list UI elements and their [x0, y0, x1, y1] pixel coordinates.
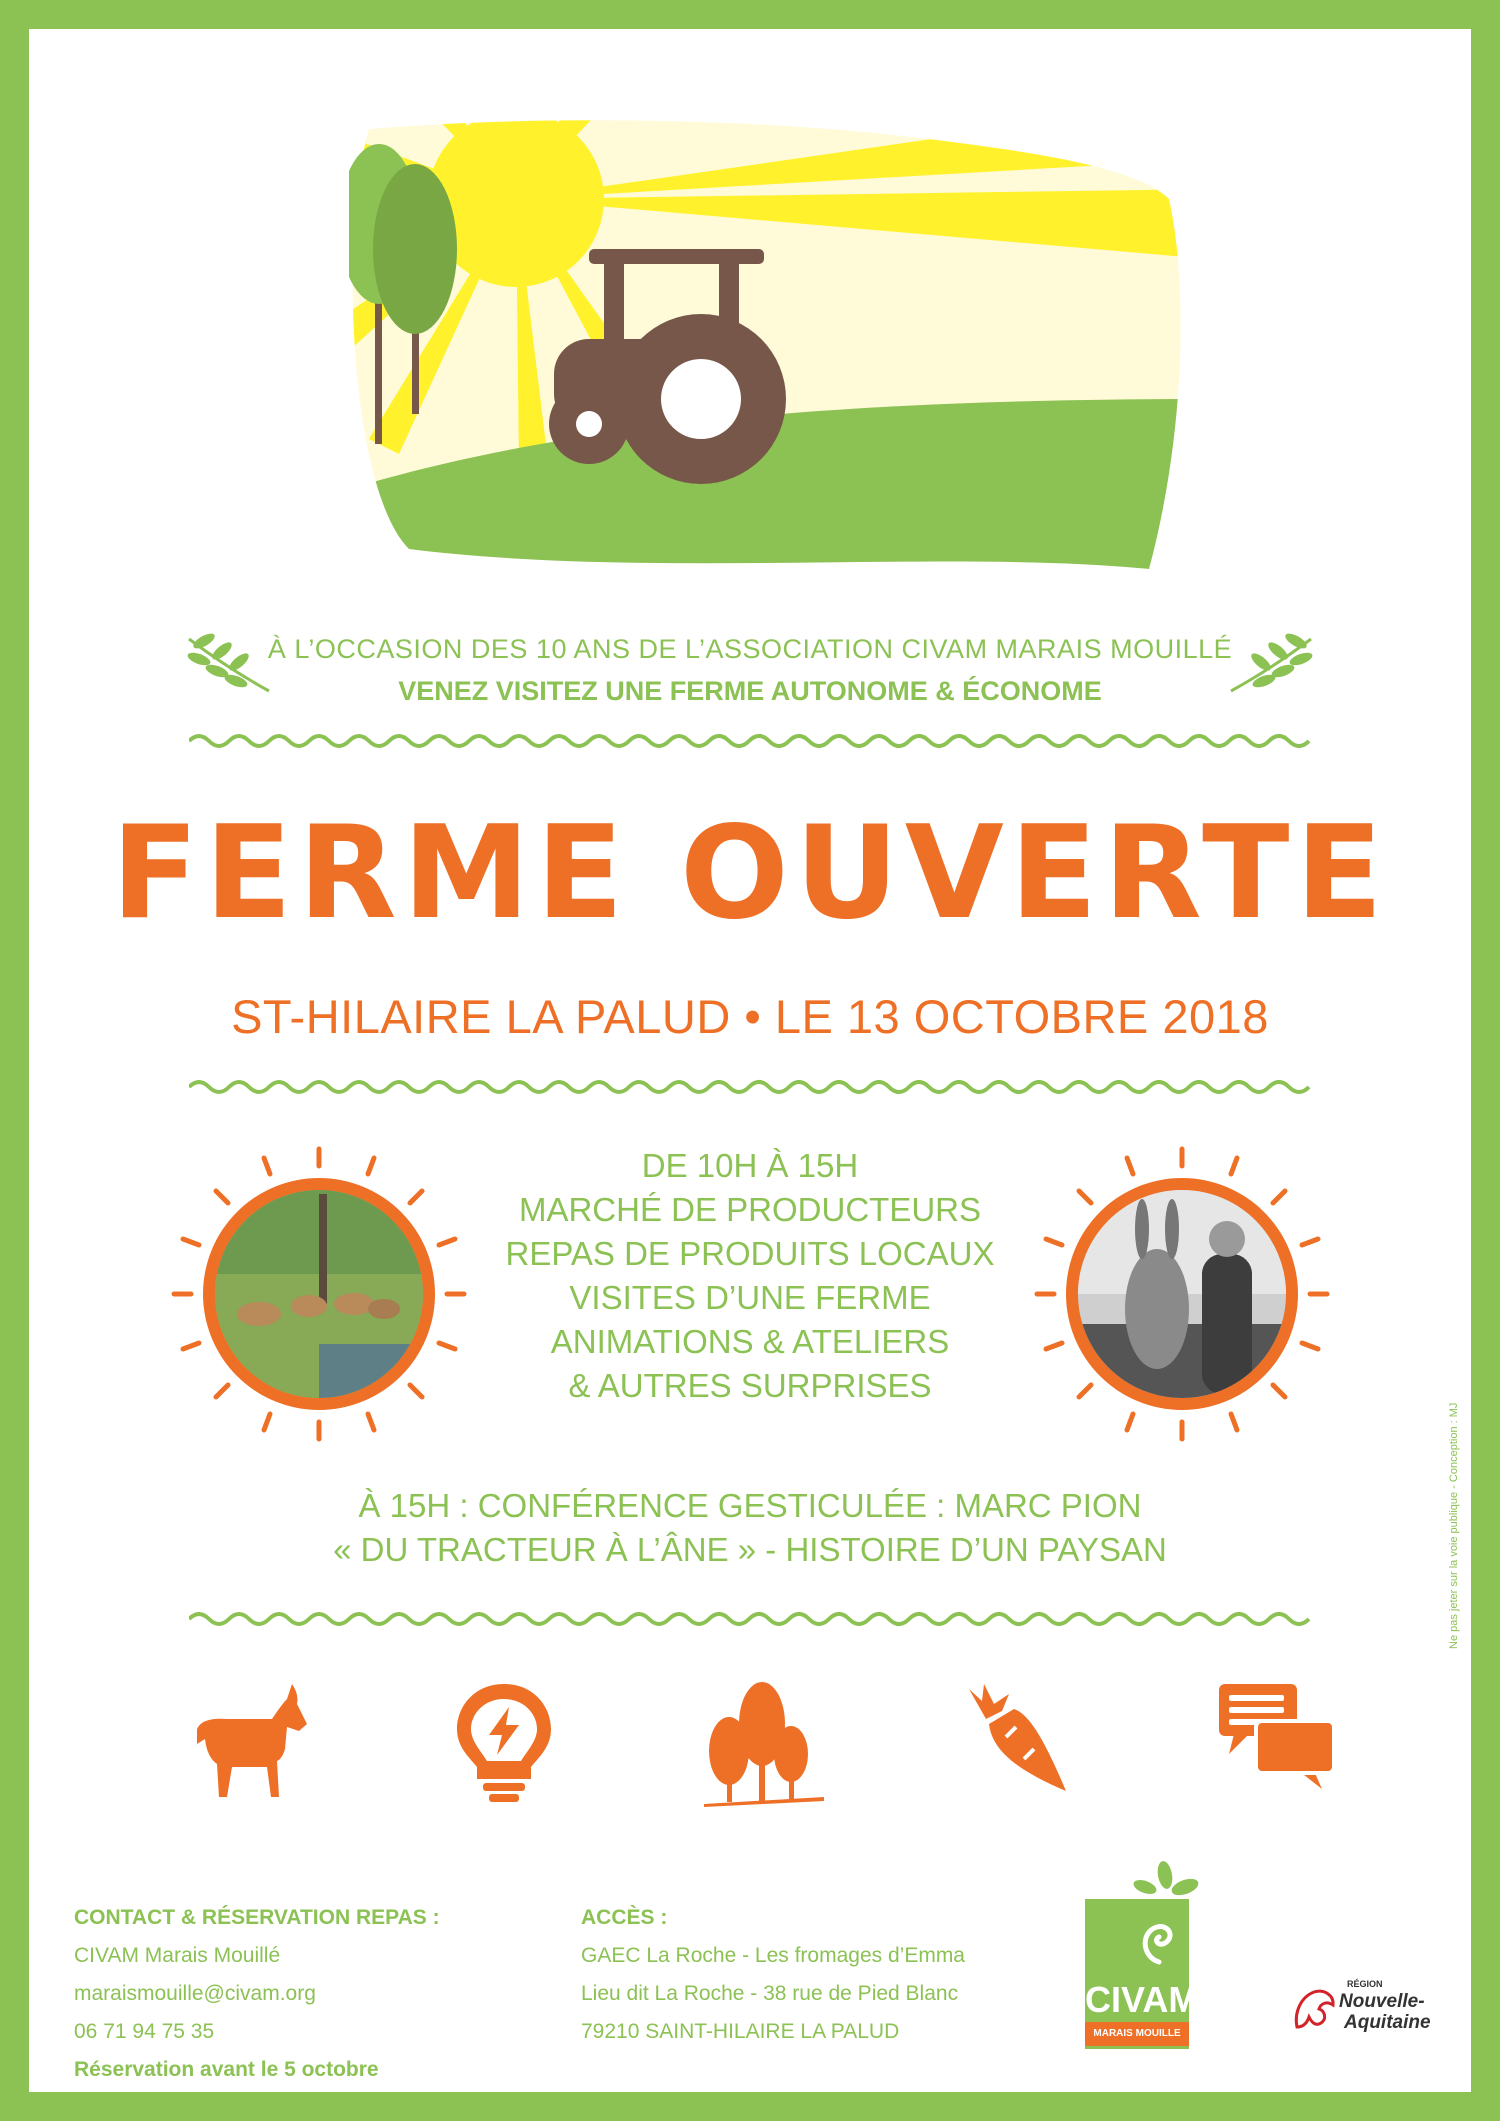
reservation-note: Réservation avant le 5 octobre	[74, 2058, 379, 2081]
civam-swirl-icon	[1137, 1907, 1181, 1967]
lion-icon	[1289, 1977, 1339, 2037]
goat-icon	[187, 1679, 312, 1804]
conference-line: À 15H : CONFÉRENCE GESTICULÉE : MARC PION	[358, 1487, 1142, 1524]
program-item: & AUTRES SURPRISES	[568, 1367, 932, 1404]
region-name-2: Aquitaine	[1344, 2012, 1431, 2033]
civam-logo-text: CIVAM	[1085, 1979, 1199, 2020]
contact-heading: CONTACT & RÉSERVATION REPAS :	[74, 1906, 440, 1929]
contact-block	[74, 1899, 494, 2089]
civam-logo	[1085, 1899, 1199, 2049]
region-name-1: Nouvelle-	[1339, 1991, 1425, 2012]
page-title: FERME OUVERTE	[111, 799, 1389, 948]
poster	[29, 29, 1471, 2092]
carrot-icon	[954, 1679, 1079, 1804]
region-label: RÉGION	[1347, 1979, 1383, 1989]
intro-invitation: VENEZ VISITEZ UNE FERME AUTONOME & ÉCONOME	[398, 676, 1102, 706]
wavy-divider-middle	[189, 1077, 1311, 1097]
wavy-divider-top	[189, 731, 1311, 751]
contact-email[interactable]: maraismouille@civam.org	[74, 1982, 316, 2005]
access-heading: ACCÈS :	[581, 1906, 668, 1929]
trees-icon	[699, 1679, 824, 1809]
program-item: ANIMATIONS & ATELIERS	[550, 1323, 950, 1360]
photo-donkey-frame	[1032, 1144, 1332, 1444]
program-item: REPAS DE PRODUITS LOCAUX	[505, 1235, 995, 1272]
chat-bubbles-icon	[1214, 1679, 1339, 1794]
access-block	[581, 1899, 1031, 2051]
event-location-date: ST-HILAIRE LA PALUD • LE 13 OCTOBRE 2018	[231, 990, 1269, 1043]
wavy-divider-bottom	[189, 1609, 1311, 1629]
lightbulb-icon	[449, 1679, 559, 1804]
program-item: MARCHÉ DE PRODUCTEURS	[518, 1191, 982, 1228]
conference-info	[29, 1484, 1471, 1572]
civam-logo-sub: MARAIS MOUILLE	[1085, 2022, 1189, 2046]
region-logo	[1289, 1969, 1429, 2039]
contact-phone[interactable]: 06 71 94 75 35	[74, 2020, 215, 2043]
access-line: Lieu dit La Roche - 38 rue de Pied Blanc	[581, 1982, 959, 2005]
access-line: 79210 SAINT-HILAIRE LA PALUD	[581, 2020, 900, 2043]
conference-line: « DU TRACTEUR À L’ÂNE » - HISTOIRE D’UN PAYSAN	[333, 1531, 1167, 1568]
intro-occasion: À L’OCCASION DES 10 ANS DE L’ASSOCIATION CIVAM MARAIS MOUILLÉ	[267, 634, 1233, 664]
program-list	[389, 1144, 1111, 1408]
program-item: DE 10H À 15H	[641, 1147, 859, 1184]
access-line: GAEC La Roche - Les fromages d’Emma	[581, 1944, 965, 1967]
program-item: VISITES D’UNE FERME	[569, 1279, 931, 1316]
farm-illustration	[349, 109, 1209, 609]
side-legal-note: Ne pas jeter sur la voie publique - Conception : MJ	[1448, 1402, 1460, 1649]
contact-org: CIVAM Marais Mouillé	[74, 1944, 281, 1967]
